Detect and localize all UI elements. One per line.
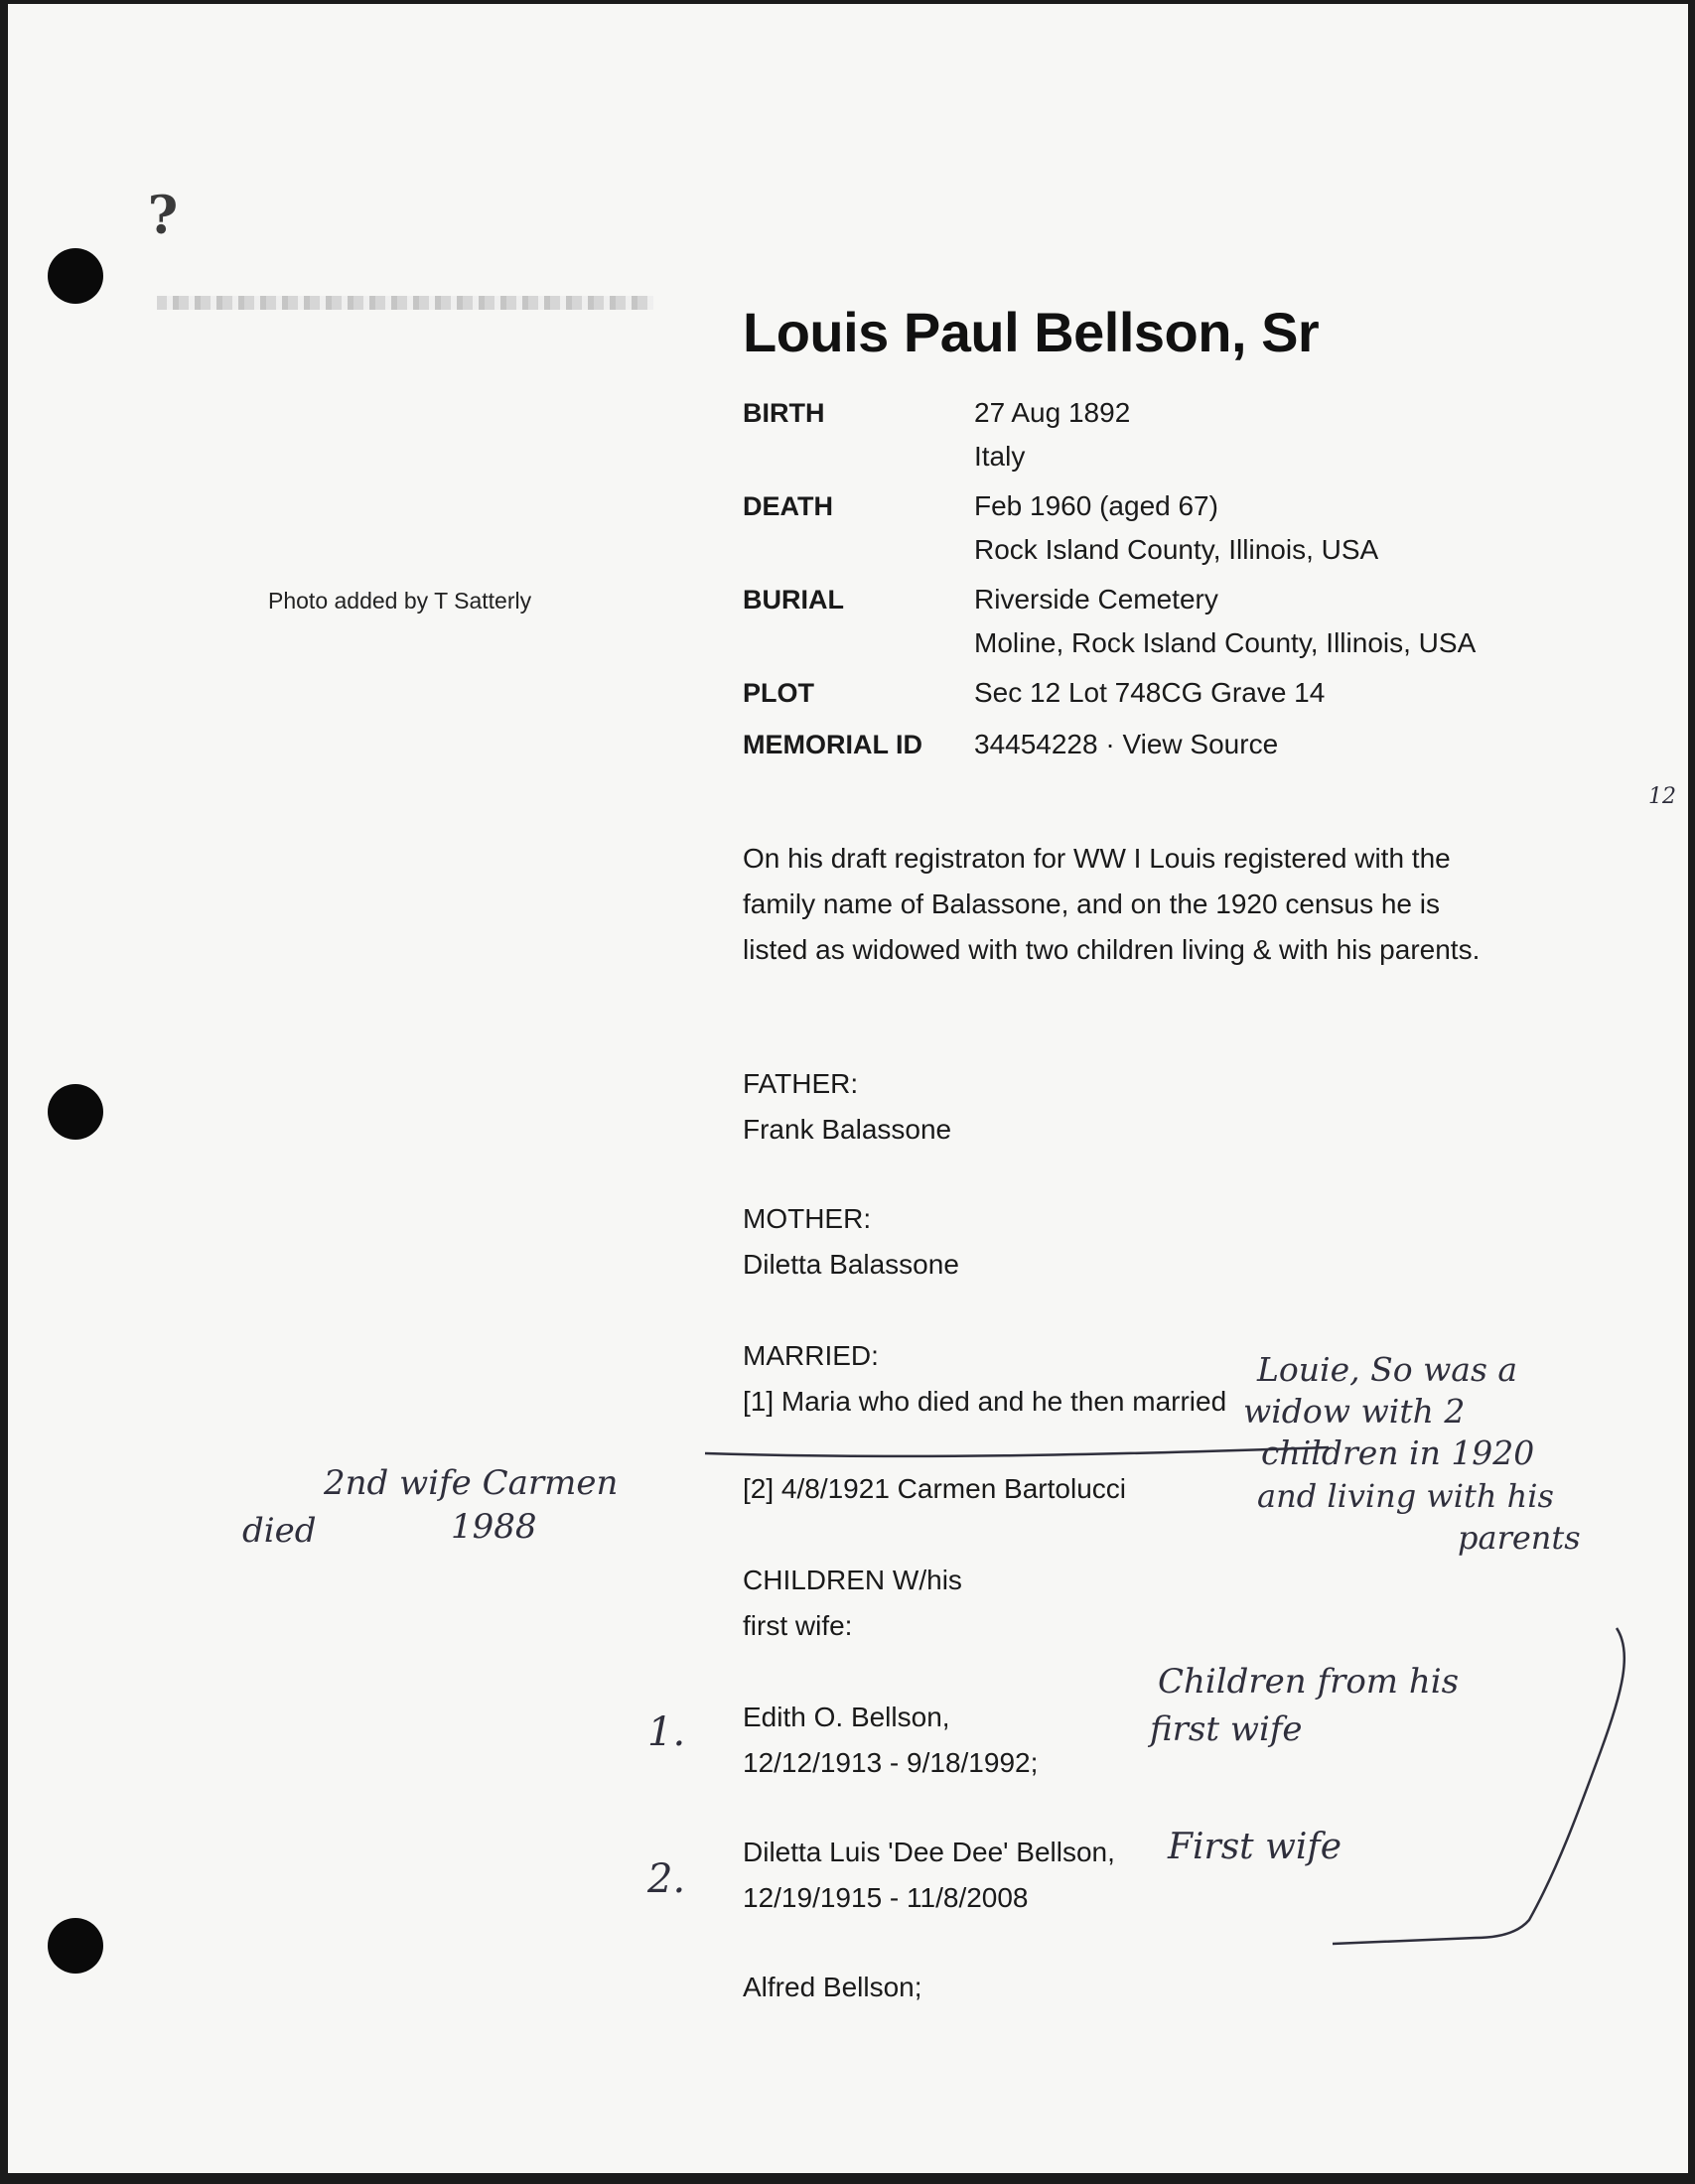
handwritten-underline-stroke: [705, 1447, 1329, 1456]
child-dates: 12/12/1913 - 9/18/1992;: [743, 1747, 1039, 1778]
child-dates: 12/19/1915 - 11/8/2008: [743, 1882, 1029, 1913]
married-first: [1] Maria who died and he then married: [743, 1386, 1227, 1417]
fact-value: 34454228 · View Source: [974, 729, 1279, 759]
page-title: Louis Paul Bellson, Sr: [743, 301, 1320, 363]
handwritten-number-2: 2.: [647, 1856, 686, 1902]
fact-value: Feb 1960 (aged 67): [974, 490, 1218, 521]
handwritten-number-1: 1.: [647, 1709, 686, 1755]
handwritten-widow-line: and living with his: [1257, 1477, 1554, 1515]
children-label: CHILDREN W/his: [743, 1565, 962, 1595]
handwritten-children-note: first wife: [1150, 1709, 1303, 1749]
handwritten-widow-line: widow with 2: [1243, 1392, 1466, 1431]
margin-mark: 12: [1648, 784, 1676, 809]
handwritten-strokes: [8, 4, 1688, 2173]
child-name: Diletta Luis 'Dee Dee' Bellson,: [743, 1837, 1115, 1867]
handwritten-second-wife: died: [242, 1511, 317, 1551]
father-name: Frank Balassone: [743, 1114, 952, 1145]
fact-label: DEATH: [743, 491, 833, 521]
children-label-2: first wife:: [743, 1610, 853, 1641]
handwritten-widow-line: parents: [1458, 1519, 1581, 1557]
father-label: FATHER:: [743, 1068, 859, 1099]
handwritten-widow-line: Louie, So was a: [1257, 1350, 1518, 1389]
child-name: Edith O. Bellson,: [743, 1702, 950, 1732]
document-page: [8, 4, 1688, 2173]
handwritten-second-wife: 1988: [451, 1507, 537, 1547]
fact-value: Rock Island County, Illinois, USA: [974, 534, 1379, 565]
handwritten-children-note: Children from his: [1158, 1662, 1460, 1702]
fact-label: PLOT: [743, 678, 814, 708]
mother-name: Diletta Balassone: [743, 1249, 959, 1280]
fact-value: 27 Aug 1892: [974, 397, 1131, 428]
handwritten-first-wife: First wife: [1168, 1827, 1342, 1867]
handwritten-second-wife: 2nd wife Carmen: [324, 1463, 619, 1503]
fact-label: BIRTH: [743, 398, 825, 428]
fact-value: Riverside Cemetery: [974, 584, 1218, 614]
bio-paragraph: On his draft registraton for WW I Louis registered with the family name of Balassone, and on the 1920 census he is listed as widowed with two children living & with his parents.: [743, 843, 1481, 965]
married-label: MARRIED:: [743, 1340, 879, 1371]
fact-value: Moline, Rock Island County, Illinois, USA: [974, 627, 1477, 658]
handwritten-bracket-stroke: [1333, 1628, 1624, 1944]
married-second: [2] 4/8/1921 Carmen Bartolucci: [743, 1473, 1126, 1504]
fact-value: Italy: [974, 441, 1026, 472]
mother-label: MOTHER:: [743, 1203, 872, 1234]
child-name: Alfred Bellson;: [743, 1972, 922, 2002]
fact-label: BURIAL: [743, 585, 844, 614]
fact-label: MEMORIAL ID: [743, 730, 922, 759]
question-mark-icon: ?: [147, 186, 179, 246]
photo-credit: Photo added by T Satterly: [268, 588, 532, 614]
handwritten-widow-line: children in 1920: [1261, 1433, 1535, 1472]
fact-value: Sec 12 Lot 748CG Grave 14: [974, 677, 1326, 708]
